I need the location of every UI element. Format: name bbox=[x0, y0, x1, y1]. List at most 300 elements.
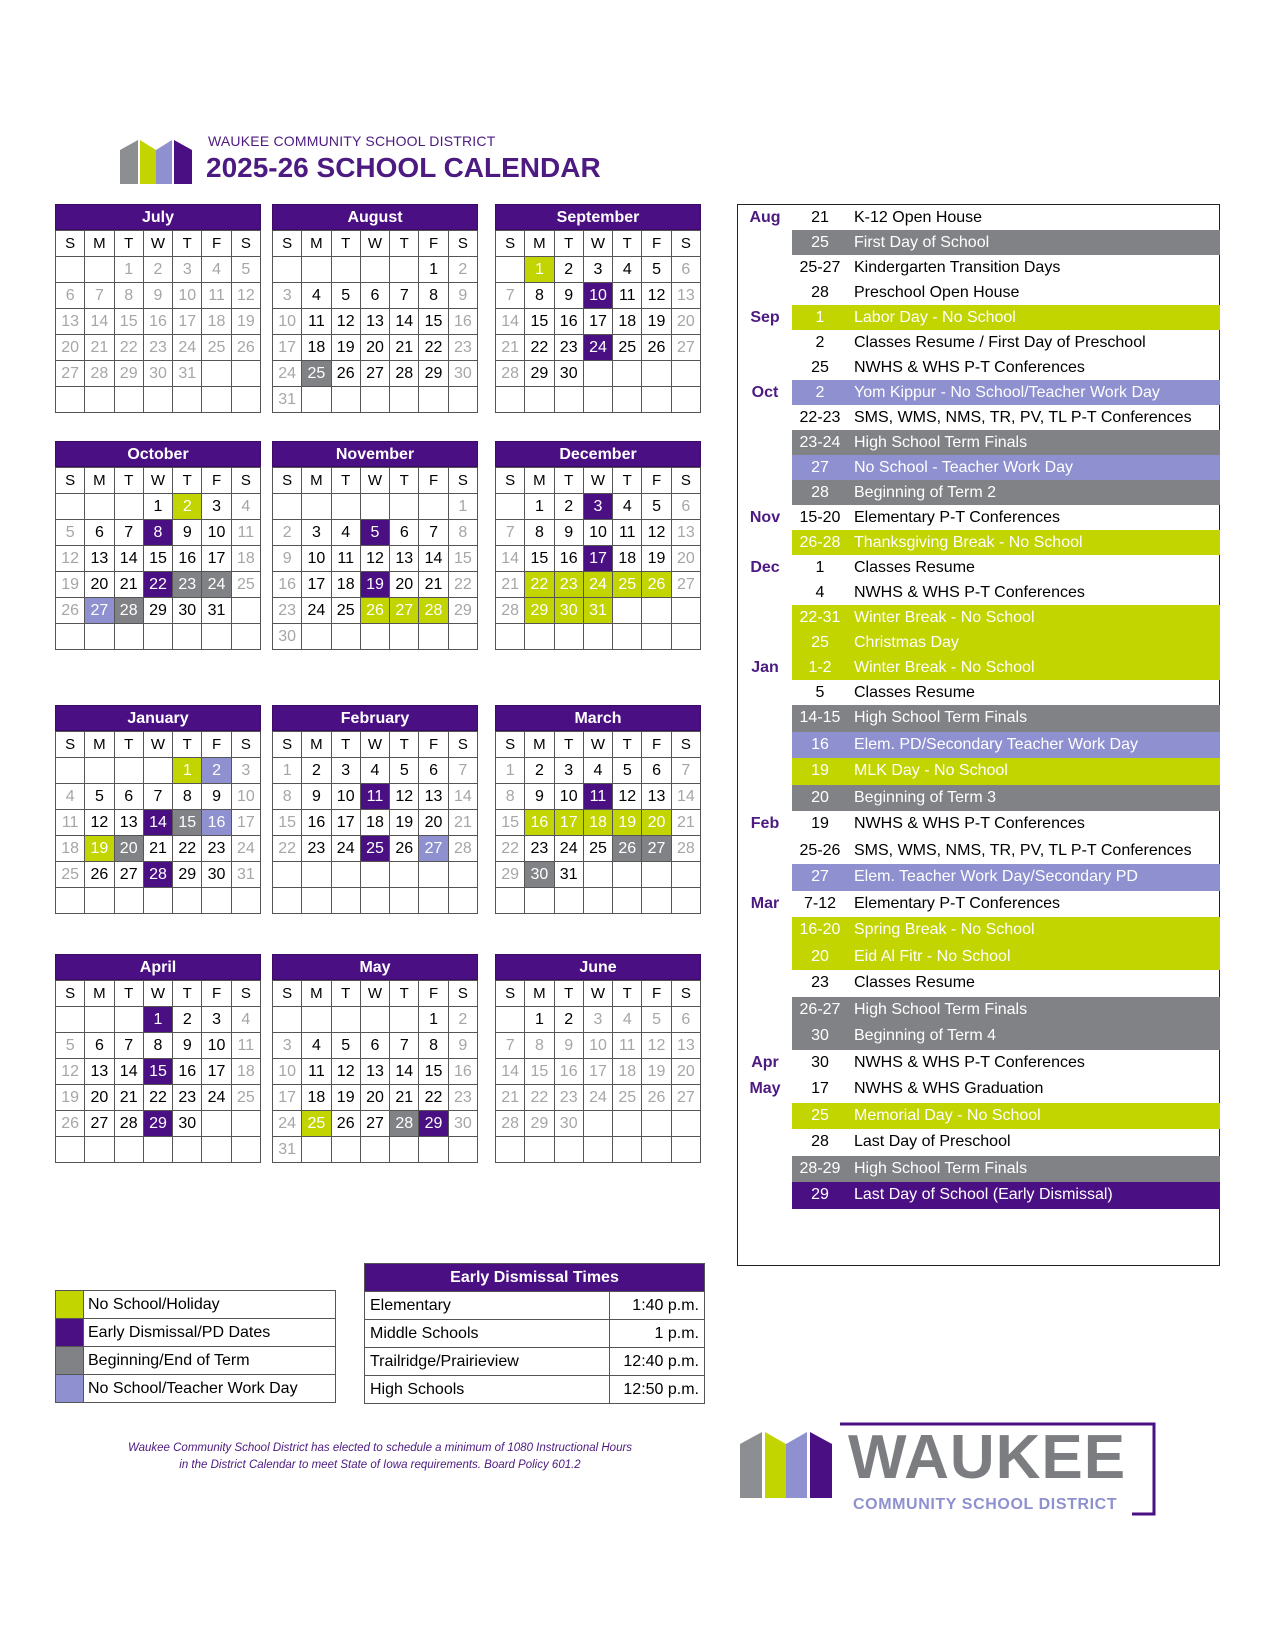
day-cell: 25 bbox=[360, 836, 389, 862]
day-cell: 12 bbox=[331, 1059, 360, 1085]
event-text: Last Day of School (Early Dismissal) bbox=[854, 1186, 1113, 1203]
day-cell: 21 bbox=[496, 572, 525, 598]
day-cell: 7 bbox=[390, 283, 419, 309]
day-cell: 15 bbox=[419, 309, 448, 335]
empty-cell bbox=[671, 387, 700, 413]
day-cell: 27 bbox=[419, 836, 448, 862]
event-band bbox=[792, 732, 1220, 759]
day-cell: 18 bbox=[302, 335, 331, 361]
month-grid bbox=[55, 980, 261, 1163]
day-cell: 26 bbox=[331, 361, 360, 387]
event-date: 30 bbox=[811, 1027, 829, 1044]
event-date: 20 bbox=[811, 788, 829, 806]
day-cell: 6 bbox=[642, 758, 671, 784]
week-row bbox=[273, 335, 478, 361]
empty-cell bbox=[85, 1137, 114, 1163]
month-title: November bbox=[272, 441, 478, 467]
weekday-header: F bbox=[419, 981, 448, 1007]
empty-cell bbox=[173, 387, 202, 413]
empty-cell bbox=[360, 624, 389, 650]
day-cell: 22 bbox=[273, 836, 302, 862]
empty-cell bbox=[419, 494, 448, 520]
day-cell: 10 bbox=[173, 283, 202, 309]
event-text: Classes Resume bbox=[854, 559, 975, 576]
weekday-header: M bbox=[85, 231, 114, 257]
day-cell: 15 bbox=[525, 1059, 554, 1085]
empty-cell bbox=[273, 862, 302, 888]
day-cell: 19 bbox=[390, 810, 419, 836]
day-cell: 12 bbox=[360, 546, 389, 572]
dismissal-row bbox=[365, 1320, 705, 1348]
day-cell: 24 bbox=[231, 836, 260, 862]
empty-cell bbox=[390, 624, 419, 650]
empty-cell bbox=[554, 1137, 583, 1163]
day-cell: 11 bbox=[302, 1059, 331, 1085]
weekday-header: T bbox=[331, 981, 360, 1007]
week-row bbox=[496, 309, 701, 335]
month-grid bbox=[272, 980, 478, 1163]
week-row bbox=[56, 572, 261, 598]
dismissal-school: Trailridge/Prairieview bbox=[365, 1348, 610, 1376]
weekday-header: F bbox=[202, 981, 231, 1007]
day-cell: 19 bbox=[56, 1085, 85, 1111]
weekday-header: M bbox=[525, 468, 554, 494]
legend-label: Early Dismissal/PD Dates bbox=[84, 1319, 336, 1347]
empty-cell bbox=[390, 1137, 419, 1163]
event-row bbox=[738, 811, 1220, 838]
event-date: 30 bbox=[811, 1053, 829, 1071]
day-cell: 20 bbox=[114, 836, 143, 862]
day-cell: 8 bbox=[419, 283, 448, 309]
week-row bbox=[56, 283, 261, 309]
day-cell: 29 bbox=[173, 862, 202, 888]
weekday-header: S bbox=[273, 981, 302, 1007]
day-cell: 18 bbox=[302, 1085, 331, 1111]
week-row bbox=[56, 335, 261, 361]
empty-cell bbox=[114, 1137, 143, 1163]
day-cell: 3 bbox=[583, 494, 612, 520]
event-text: Memorial Day - No School bbox=[854, 1106, 1041, 1124]
day-cell: 12 bbox=[85, 810, 114, 836]
day-cell: 19 bbox=[360, 572, 389, 598]
day-cell: 25 bbox=[583, 836, 612, 862]
empty-cell bbox=[231, 888, 260, 914]
weekday-header: S bbox=[231, 231, 260, 257]
week-row bbox=[273, 810, 478, 836]
day-cell: 29 bbox=[525, 361, 554, 387]
dismissal-row bbox=[365, 1348, 705, 1376]
day-cell: 12 bbox=[331, 309, 360, 335]
day-cell: 4 bbox=[302, 283, 331, 309]
empty-cell bbox=[273, 1007, 302, 1033]
day-cell: 13 bbox=[360, 1059, 389, 1085]
legend-item bbox=[56, 1291, 336, 1319]
day-cell: 9 bbox=[202, 784, 231, 810]
day-cell: 16 bbox=[448, 309, 477, 335]
day-cell: 15 bbox=[173, 810, 202, 836]
week-row bbox=[56, 257, 261, 283]
dismissal-time: 1 p.m. bbox=[610, 1320, 705, 1348]
day-cell: 26 bbox=[360, 598, 389, 624]
empty-cell bbox=[583, 1137, 612, 1163]
week-row bbox=[273, 1111, 478, 1137]
day-cell: 4 bbox=[302, 1033, 331, 1059]
empty-cell bbox=[360, 862, 389, 888]
event-text: No School - Teacher Work Day bbox=[854, 459, 1074, 476]
day-cell: 11 bbox=[583, 784, 612, 810]
week-row bbox=[273, 546, 478, 572]
day-cell: 9 bbox=[302, 784, 331, 810]
day-cell: 18 bbox=[613, 1059, 642, 1085]
day-cell: 16 bbox=[143, 309, 172, 335]
event-text: High School Term Finals bbox=[854, 1000, 1028, 1018]
event-date: 26-27 bbox=[799, 1000, 841, 1018]
day-cell: 26 bbox=[613, 836, 642, 862]
day-cell: 18 bbox=[231, 1059, 260, 1085]
day-cell: 25 bbox=[302, 1111, 331, 1137]
weekday-header: S bbox=[56, 231, 85, 257]
day-cell: 21 bbox=[390, 1085, 419, 1111]
event-band bbox=[792, 1103, 1220, 1130]
event-band bbox=[792, 280, 1220, 305]
event-row bbox=[738, 430, 1220, 455]
legend-label: No School/Teacher Work Day bbox=[84, 1375, 336, 1403]
empty-cell bbox=[202, 1111, 231, 1137]
day-cell: 31 bbox=[231, 862, 260, 888]
event-band bbox=[792, 530, 1220, 555]
empty-cell bbox=[143, 758, 172, 784]
day-cell: 6 bbox=[56, 283, 85, 309]
day-cell: 18 bbox=[56, 836, 85, 862]
empty-cell bbox=[496, 888, 525, 914]
day-cell: 16 bbox=[554, 546, 583, 572]
day-cell: 27 bbox=[642, 836, 671, 862]
empty-cell bbox=[273, 888, 302, 914]
day-cell: 28 bbox=[448, 836, 477, 862]
empty-cell bbox=[583, 361, 612, 387]
event-text: High School Term Finals bbox=[854, 434, 1028, 451]
day-cell: 14 bbox=[390, 309, 419, 335]
event-month: Oct bbox=[751, 384, 779, 401]
day-cell: 26 bbox=[56, 598, 85, 624]
month-march bbox=[495, 705, 701, 914]
day-cell: 24 bbox=[583, 1085, 612, 1111]
empty-cell bbox=[583, 888, 612, 914]
day-cell: 4 bbox=[56, 784, 85, 810]
week-row bbox=[496, 1111, 701, 1137]
week-row bbox=[56, 1007, 261, 1033]
weekday-header: T bbox=[554, 231, 583, 257]
day-cell: 5 bbox=[642, 494, 671, 520]
day-cell: 6 bbox=[85, 520, 114, 546]
day-cell: 27 bbox=[671, 1085, 700, 1111]
day-cell: 30 bbox=[525, 862, 554, 888]
day-cell: 20 bbox=[85, 572, 114, 598]
day-cell: 30 bbox=[202, 862, 231, 888]
event-month: Dec bbox=[750, 559, 780, 576]
event-text: Classes Resume bbox=[854, 974, 975, 991]
event-band bbox=[792, 891, 1220, 918]
event-date: 25-27 bbox=[799, 259, 841, 276]
empty-cell bbox=[302, 862, 331, 888]
day-cell: 13 bbox=[671, 520, 700, 546]
weekday-header: T bbox=[331, 732, 360, 758]
empty-cell bbox=[273, 257, 302, 283]
weekday-header: W bbox=[143, 468, 172, 494]
empty-cell bbox=[671, 1111, 700, 1137]
day-cell: 5 bbox=[231, 257, 260, 283]
event-row bbox=[738, 255, 1220, 280]
day-cell: 2 bbox=[525, 758, 554, 784]
day-cell: 5 bbox=[85, 784, 114, 810]
day-cell: 31 bbox=[202, 598, 231, 624]
weekday-header: S bbox=[231, 468, 260, 494]
weekday-header: T bbox=[173, 732, 202, 758]
empty-cell bbox=[331, 494, 360, 520]
empty-cell bbox=[331, 888, 360, 914]
empty-cell bbox=[56, 888, 85, 914]
event-month: Feb bbox=[750, 815, 780, 832]
event-text: Kindergarten Transition Days bbox=[854, 259, 1061, 276]
event-date: 23 bbox=[811, 974, 829, 991]
month-december bbox=[495, 441, 701, 650]
legend-item bbox=[56, 1375, 336, 1403]
empty-cell bbox=[85, 257, 114, 283]
day-cell: 12 bbox=[231, 283, 260, 309]
event-band bbox=[792, 1156, 1220, 1183]
weekday-header: W bbox=[143, 981, 172, 1007]
day-cell: 15 bbox=[143, 546, 172, 572]
event-month: Sep bbox=[750, 309, 780, 326]
day-cell: 23 bbox=[143, 335, 172, 361]
day-cell: 17 bbox=[583, 546, 612, 572]
day-cell: 25 bbox=[56, 862, 85, 888]
event-row bbox=[738, 530, 1220, 555]
week-row bbox=[496, 520, 701, 546]
day-cell: 14 bbox=[496, 546, 525, 572]
early-dismissal-title: Early Dismissal Times bbox=[365, 1264, 705, 1292]
day-cell: 24 bbox=[331, 836, 360, 862]
event-date: 25 bbox=[811, 1106, 829, 1124]
day-cell: 9 bbox=[273, 546, 302, 572]
weekday-header: S bbox=[56, 732, 85, 758]
day-cell: 13 bbox=[419, 784, 448, 810]
day-cell: 3 bbox=[331, 758, 360, 784]
event-text: Classes Resume / First Day of Preschool bbox=[854, 334, 1146, 351]
day-cell: 12 bbox=[390, 784, 419, 810]
dismissal-time: 1:40 p.m. bbox=[610, 1292, 705, 1320]
day-cell: 24 bbox=[202, 1085, 231, 1111]
month-title: August bbox=[272, 204, 478, 230]
day-cell: 10 bbox=[202, 1033, 231, 1059]
day-cell: 3 bbox=[231, 758, 260, 784]
day-cell: 10 bbox=[273, 309, 302, 335]
day-cell: 19 bbox=[613, 810, 642, 836]
empty-cell bbox=[360, 494, 389, 520]
empty-cell bbox=[231, 1111, 260, 1137]
week-row bbox=[273, 572, 478, 598]
day-cell: 21 bbox=[390, 335, 419, 361]
day-cell: 9 bbox=[525, 784, 554, 810]
day-cell: 17 bbox=[554, 810, 583, 836]
weekday-header: F bbox=[202, 732, 231, 758]
day-cell: 19 bbox=[331, 335, 360, 361]
empty-cell bbox=[613, 862, 642, 888]
event-row bbox=[738, 305, 1220, 330]
empty-cell bbox=[642, 598, 671, 624]
event-band bbox=[792, 555, 1220, 580]
weekday-header: S bbox=[671, 231, 700, 257]
weekday-header: S bbox=[56, 468, 85, 494]
day-cell: 13 bbox=[642, 784, 671, 810]
event-date: 16 bbox=[811, 735, 829, 753]
week-row bbox=[56, 1033, 261, 1059]
day-cell: 28 bbox=[496, 598, 525, 624]
weekday-header: F bbox=[642, 732, 671, 758]
day-cell: 31 bbox=[583, 598, 612, 624]
event-band bbox=[792, 838, 1220, 865]
day-cell: 31 bbox=[273, 1137, 302, 1163]
event-month: Jan bbox=[751, 659, 779, 676]
day-cell: 2 bbox=[448, 257, 477, 283]
week-row bbox=[56, 494, 261, 520]
event-date: 27 bbox=[811, 868, 829, 885]
empty-cell bbox=[302, 494, 331, 520]
month-grid bbox=[495, 467, 701, 650]
event-date: 29 bbox=[811, 1186, 829, 1203]
empty-cell bbox=[56, 758, 85, 784]
day-cell: 18 bbox=[583, 810, 612, 836]
event-row bbox=[738, 732, 1220, 759]
week-row bbox=[56, 758, 261, 784]
empty-cell bbox=[202, 361, 231, 387]
day-cell: 3 bbox=[202, 494, 231, 520]
week-row bbox=[496, 546, 701, 572]
week-row bbox=[496, 1137, 701, 1163]
day-cell: 30 bbox=[143, 361, 172, 387]
event-date: 28 bbox=[811, 284, 829, 301]
day-cell: 10 bbox=[583, 283, 612, 309]
month-may bbox=[272, 954, 478, 1163]
day-cell: 24 bbox=[583, 335, 612, 361]
month-grid bbox=[55, 467, 261, 650]
month-august bbox=[272, 204, 478, 413]
month-june bbox=[495, 954, 701, 1163]
day-cell: 27 bbox=[85, 1111, 114, 1137]
day-cell: 10 bbox=[302, 546, 331, 572]
event-date: 4 bbox=[815, 584, 825, 601]
day-cell: 1 bbox=[496, 758, 525, 784]
event-band bbox=[792, 811, 1220, 838]
weekday-header: M bbox=[85, 468, 114, 494]
event-band bbox=[792, 330, 1220, 355]
dismissal-row bbox=[365, 1292, 705, 1320]
day-cell: 1 bbox=[143, 1007, 172, 1033]
event-row bbox=[738, 280, 1220, 305]
empty-cell bbox=[671, 598, 700, 624]
day-cell: 28 bbox=[143, 862, 172, 888]
empty-cell bbox=[583, 862, 612, 888]
month-february bbox=[272, 705, 478, 914]
empty-cell bbox=[360, 1007, 389, 1033]
weekday-header: T bbox=[390, 732, 419, 758]
day-cell: 24 bbox=[273, 1111, 302, 1137]
empty-cell bbox=[390, 257, 419, 283]
event-row bbox=[738, 205, 1220, 230]
event-row bbox=[738, 944, 1220, 971]
week-row bbox=[56, 387, 261, 413]
day-cell: 9 bbox=[448, 283, 477, 309]
weekday-header: W bbox=[360, 981, 389, 1007]
day-cell: 23 bbox=[173, 572, 202, 598]
weekday-header: W bbox=[583, 231, 612, 257]
empty-cell bbox=[231, 1137, 260, 1163]
day-cell: 15 bbox=[525, 309, 554, 335]
district-name: WAUKEE COMMUNITY SCHOOL DISTRICT bbox=[208, 133, 496, 149]
empty-cell bbox=[448, 624, 477, 650]
day-cell: 14 bbox=[496, 309, 525, 335]
day-cell: 8 bbox=[419, 1033, 448, 1059]
day-cell: 13 bbox=[390, 546, 419, 572]
day-cell: 23 bbox=[302, 836, 331, 862]
day-cell: 5 bbox=[360, 520, 389, 546]
day-cell: 24 bbox=[583, 572, 612, 598]
day-cell: 17 bbox=[302, 572, 331, 598]
event-band bbox=[792, 785, 1220, 812]
empty-cell bbox=[390, 1007, 419, 1033]
event-date: 28 bbox=[811, 484, 829, 501]
day-cell: 26 bbox=[56, 1111, 85, 1137]
day-cell: 19 bbox=[642, 309, 671, 335]
empty-cell bbox=[85, 387, 114, 413]
day-cell: 20 bbox=[642, 810, 671, 836]
day-cell: 14 bbox=[114, 546, 143, 572]
empty-cell bbox=[114, 387, 143, 413]
event-text: K-12 Open House bbox=[854, 209, 983, 226]
day-cell: 25 bbox=[231, 572, 260, 598]
event-band bbox=[792, 455, 1220, 480]
event-date: 15-20 bbox=[799, 509, 841, 526]
day-cell: 17 bbox=[202, 546, 231, 572]
empty-cell bbox=[331, 862, 360, 888]
day-cell: 31 bbox=[554, 862, 583, 888]
event-text: Christmas Day bbox=[854, 634, 959, 651]
legend-swatch bbox=[56, 1291, 84, 1319]
empty-cell bbox=[525, 624, 554, 650]
day-cell: 6 bbox=[419, 758, 448, 784]
weekday-header: F bbox=[642, 981, 671, 1007]
day-cell: 14 bbox=[114, 1059, 143, 1085]
day-cell: 11 bbox=[360, 784, 389, 810]
empty-cell bbox=[390, 888, 419, 914]
day-cell: 1 bbox=[173, 758, 202, 784]
day-cell: 18 bbox=[202, 309, 231, 335]
day-cell: 15 bbox=[496, 810, 525, 836]
day-cell: 11 bbox=[302, 309, 331, 335]
weekday-header: F bbox=[642, 231, 671, 257]
weekday-header: T bbox=[114, 981, 143, 1007]
legend-label: No School/Holiday bbox=[84, 1291, 336, 1319]
weekday-header: T bbox=[114, 732, 143, 758]
week-row bbox=[273, 494, 478, 520]
empty-cell bbox=[642, 888, 671, 914]
day-cell: 6 bbox=[671, 257, 700, 283]
event-row bbox=[738, 505, 1220, 530]
week-row bbox=[273, 836, 478, 862]
weekday-header: T bbox=[173, 231, 202, 257]
week-row bbox=[273, 758, 478, 784]
event-band bbox=[792, 970, 1220, 997]
